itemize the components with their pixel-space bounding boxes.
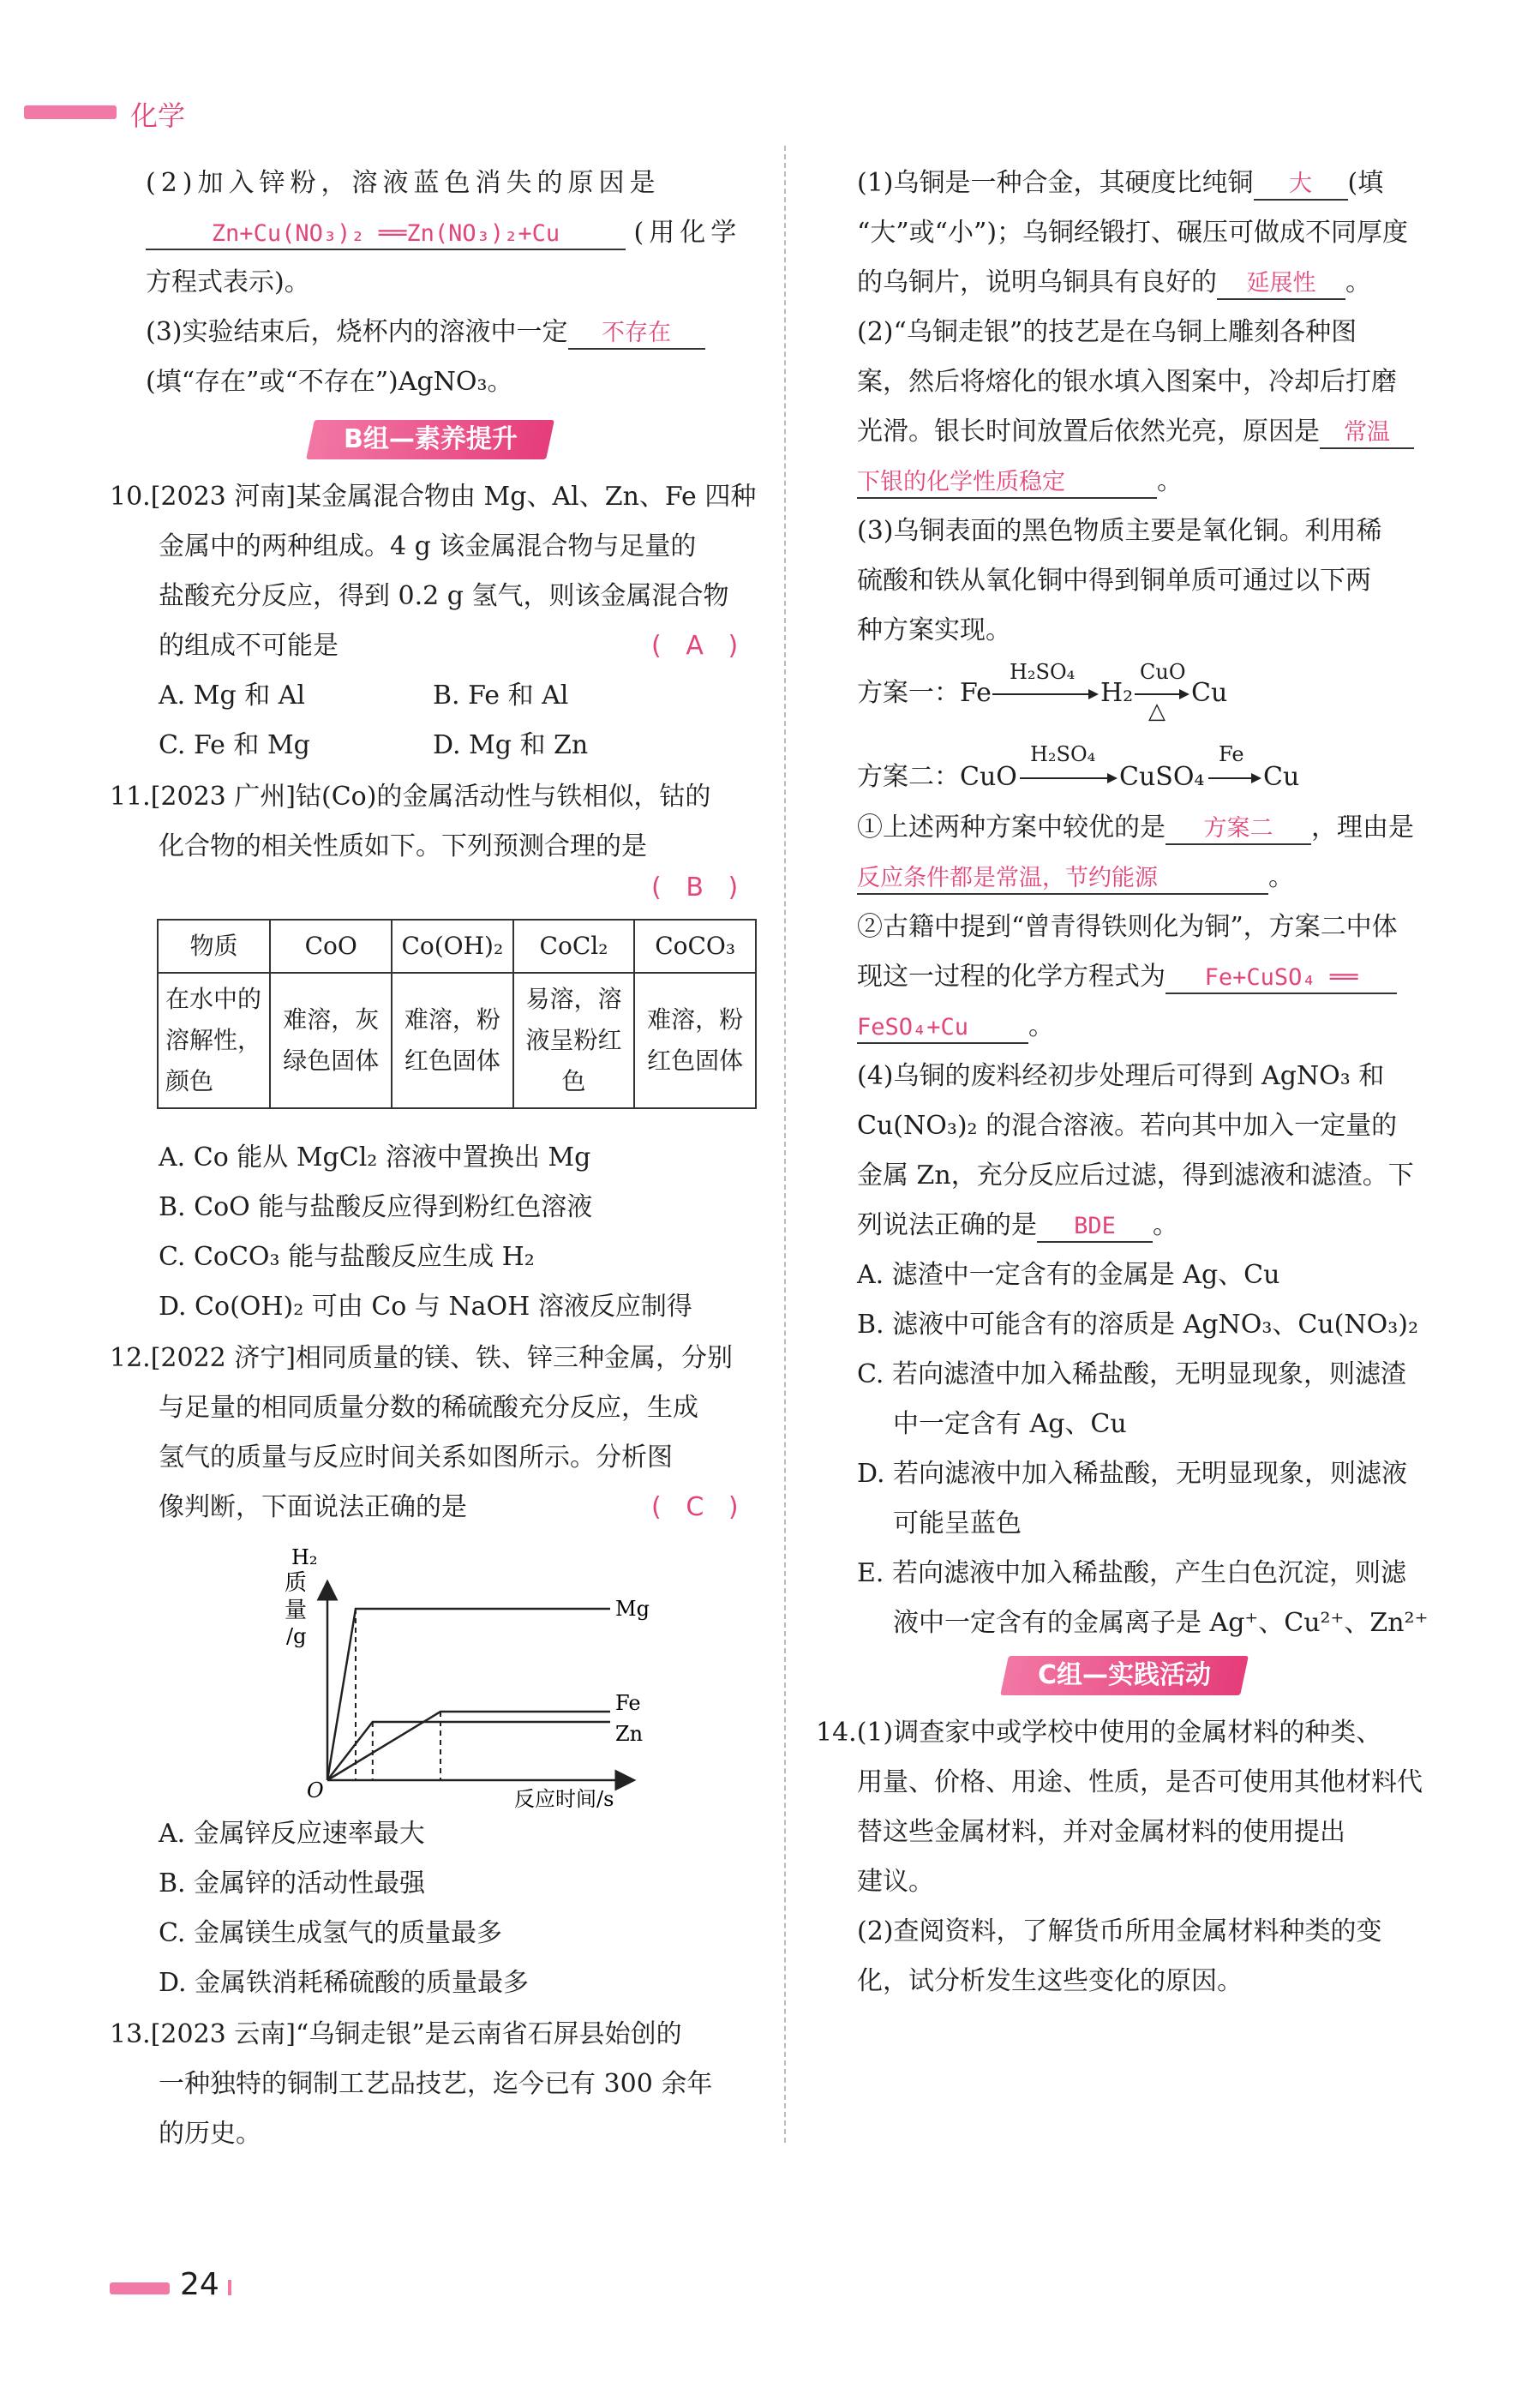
q13-2-text: 光滑。银长时间放置后依然光亮，原因是 xyxy=(857,417,1320,447)
q13-3-1-end: 。 xyxy=(1268,862,1294,892)
page-number: 24 xyxy=(180,2267,219,2302)
y-label-4: /g xyxy=(286,1624,307,1648)
q13-4-option: C. 若向滤渣中加入稀盐酸，无明显现象，则滤渣 xyxy=(857,1359,1406,1389)
q9-2-answer: Zn+Cu(NO₃)₂ ══Zn(NO₃)₂+Cu xyxy=(211,220,560,247)
q13-2-line1: (2)“乌铜走银”的技艺是在乌铜上雕刻各种图 xyxy=(857,317,1357,347)
q13-3-2-line3 xyxy=(857,1011,1054,1044)
q13-3-1-answer-2: 反应条件都是常温，节约能源 xyxy=(857,865,1158,891)
q13-4-option: A. 滤渣中一定含有的金属是 Ag、Cu xyxy=(857,1260,1280,1290)
q14-line2: 用量、价格、用途、性质，是否可使用其他材料代 xyxy=(857,1767,1423,1797)
q9-2-line1: (2)加入锌粉，溶液蓝色消失的原因是 xyxy=(146,168,661,198)
q10-answer: ( A ) xyxy=(651,631,739,661)
q13-3-2-end: 。 xyxy=(1028,1011,1054,1041)
q12-option-c: C. 金属镁生成氢气的质量最多 xyxy=(159,1918,502,1948)
scheme-2-reagent-2: Fe xyxy=(1219,742,1244,766)
q10-option-b: B. Fe 和 Al xyxy=(433,681,569,711)
q13-1-line1 xyxy=(857,167,1383,201)
q13-3-1-line1 xyxy=(857,812,1414,845)
scheme-2-product: Cu xyxy=(1263,762,1300,792)
origin-label: O xyxy=(307,1778,324,1802)
q10-line3: 盐酸充分反应，得到 0.2 g 氢气，则该金属混合物 xyxy=(159,581,729,611)
footer-pink-bar xyxy=(110,2282,170,2294)
q13-4-line4 xyxy=(857,1209,1178,1243)
q13-2-answer-2: 下银的化学性质稳定 xyxy=(857,469,1065,495)
q13-4-text: 列说法正确的是 xyxy=(857,1210,1037,1240)
q13-3-2-answer-2: FeSO₄+Cu xyxy=(857,1014,969,1041)
scheme-2-label: 方案二：CuO xyxy=(857,762,1017,792)
q14-line1: 14.(1)调查家中或学校中使用的金属材料的种类、 xyxy=(816,1718,1382,1748)
q13-3-line3: 种方案实现。 xyxy=(857,615,1011,645)
q12-line3: 氢气的质量与反应时间关系如图所示。分析图 xyxy=(159,1442,673,1472)
table-header: CoO xyxy=(270,920,392,973)
q9-2-tail: (用化学 xyxy=(633,218,742,248)
q11-option-c: C. CoCO₃ 能与盐酸反应生成 H₂ xyxy=(159,1242,535,1272)
q12-line1: 12.[2022 济宁]相同质量的镁、铁、锌三种金属，分别 xyxy=(110,1343,734,1373)
q13-2-line3 xyxy=(857,416,1414,449)
series-label-fe: Fe xyxy=(615,1691,641,1715)
q13-3-2-line1: ②古籍中提到“曾青得铁则化为铜”，方案二中体 xyxy=(857,912,1398,942)
q9-2-line2 xyxy=(146,217,741,250)
q12-option-a: A. 金属锌反应速率最大 xyxy=(159,1819,425,1849)
table-header: 物质 xyxy=(158,920,270,973)
q13-4-option-cont: 中一定含有 Ag、Cu xyxy=(893,1409,1127,1439)
q13-3-2-line2 xyxy=(857,961,1397,994)
q13-4-end: 。 xyxy=(1153,1210,1178,1240)
q13-1-line3 xyxy=(857,267,1371,300)
scheme-2-reagent-1: H₂SO₄ xyxy=(1030,742,1096,766)
q13-1-answer-1: 大 xyxy=(1289,171,1312,197)
q13-1-fill: (填 xyxy=(1347,168,1384,198)
header-pink-bar xyxy=(24,105,117,119)
q13-1-text-2: 的乌铜片，说明乌铜具有良好的 xyxy=(857,267,1217,297)
q11-answer: ( B ) xyxy=(651,873,739,903)
q13-4-line3: 金属 Zn，充分反应后过滤，得到滤液和滤渣。下 xyxy=(857,1161,1414,1191)
q12-line2: 与足量的相同质量分数的稀硫酸充分反应，生成 xyxy=(159,1393,698,1423)
scheme-2-arrow-1 xyxy=(1020,771,1118,785)
q10-line4: 的组成不可能是 xyxy=(159,631,339,661)
q13-3-1-tail: ，理由是 xyxy=(1311,813,1414,843)
table-header: CoCl₂ xyxy=(513,920,635,973)
q13-line1: 13.[2023 云南]“乌铜走银”是云南省石屏县始创的 xyxy=(110,2019,682,2049)
scheme-2-arrow-2 xyxy=(1208,771,1261,785)
series-label-zn: Zn xyxy=(615,1722,644,1746)
scheme-1-reagent-1: H₂SO₄ xyxy=(1010,660,1076,684)
q13-1-text: (1)乌铜是一种合金，其硬度比纯铜 xyxy=(857,168,1254,198)
q13-4-option: B. 滤液中可能含有的溶质是 AgNO₃、Cu(NO₃)₂ xyxy=(857,1310,1418,1340)
cobalt-properties-table xyxy=(157,919,757,1109)
q10-option-d: D. Mg 和 Zn xyxy=(433,730,589,760)
series-line-zn xyxy=(327,1722,610,1780)
scheme-1-product: Cu xyxy=(1191,678,1228,708)
q13-3-1-text: ①上述两种方案中较优的是 xyxy=(857,813,1165,843)
scheme-1-label: 方案一：Fe xyxy=(857,678,992,708)
y-label-2: 质 xyxy=(285,1570,308,1596)
q13-1-line2: “大”或“小”)；乌铜经锻打、碾压可做成不同厚度 xyxy=(857,218,1409,248)
y-label-3: 量 xyxy=(285,1598,308,1623)
y-label-1: H₂ xyxy=(291,1545,318,1569)
q13-4-option-cont: 液中一定含有的金属离子是 Ag⁺、Cu²⁺、Zn²⁺ xyxy=(893,1608,1429,1638)
q14-line6: 化，试分析发生这些变化的原因。 xyxy=(857,1966,1243,1996)
q10-option-a: A. Mg 和 Al xyxy=(159,681,305,711)
q13-4-line1: (4)乌铜的废料经初步处理后可得到 AgNO₃ 和 xyxy=(857,1061,1385,1091)
q13-3-line1: (3)乌铜表面的黑色物质主要是氧化铜。利用稀 xyxy=(857,516,1382,546)
scheme-1-arrow-1 xyxy=(992,687,1099,701)
series-label-mg: Mg xyxy=(615,1597,650,1621)
table-cell: 难溶，粉红色固体 xyxy=(634,973,756,1108)
q13-1-answer-2: 延展性 xyxy=(1246,270,1316,297)
q13-3-1-answer-1: 方案二 xyxy=(1203,815,1273,842)
q13-2-end: 。 xyxy=(1157,466,1183,496)
q13-line2: 一种独特的铜制工艺品技艺，迄今已有 300 余年 xyxy=(159,2069,713,2099)
q13-2-line2: 案，然后将熔化的银水填入图案中，冷却后打磨 xyxy=(857,367,1397,397)
q11-line2: 化合物的相关性质如下。下列预测合理的是 xyxy=(159,831,647,861)
q13-4-option: D. 若向滤液中加入稀盐酸，无明显现象，则滤液 xyxy=(857,1459,1408,1489)
q14-line3: 替这些金属材料，并对金属材料的使用提出 xyxy=(857,1817,1345,1847)
q12-line4: 像判断，下面说法正确的是 xyxy=(159,1492,467,1522)
q10-option-c: C. Fe 和 Mg xyxy=(159,730,310,760)
q13-1-end: 。 xyxy=(1345,267,1371,297)
table-cell: 难溶，粉红色固体 xyxy=(392,973,513,1108)
q13-4-line2: Cu(NO₃)₂ 的混合溶液。若向其中加入一定量的 xyxy=(857,1111,1398,1141)
q10-line1: 10.[2023 河南]某金属混合物由 Mg、Al、Zn、Fe 四种 xyxy=(110,482,757,512)
q13-3-2-answer-1: Fe+CuSO₄ ══ xyxy=(1204,964,1358,991)
q14-line5: (2)查阅资料，了解货币所用金属材料种类的变 xyxy=(857,1916,1382,1946)
q13-4-option: E. 若向滤液中加入稀盐酸，产生白色沉淀，则滤 xyxy=(857,1558,1406,1588)
q11-line1: 11.[2023 广州]钴(Co)的金属活动性与铁相似，钴的 xyxy=(110,782,711,812)
q13-2-answer-1: 常温 xyxy=(1344,419,1390,446)
q11-option-b: B. CoO 能与盐酸反应得到粉红色溶液 xyxy=(159,1192,593,1222)
q13-3-1-line2 xyxy=(857,861,1294,895)
q9-2-line3: 方程式表示)。 xyxy=(146,267,310,297)
chart-series-group xyxy=(327,1597,650,1780)
scheme-2-intermediate: CuSO₄ xyxy=(1119,762,1205,792)
column-divider xyxy=(784,146,786,2143)
q9-3-answer: 不存在 xyxy=(602,320,671,346)
footer-tick xyxy=(228,2280,231,2295)
q13-3-line2: 硫酸和铁从氧化铜中得到铜单质可通过以下两 xyxy=(857,566,1371,596)
q13-line3: 的历史。 xyxy=(159,2119,261,2149)
x-label: 反应时间/s xyxy=(514,1787,614,1811)
q10-line2: 金属中的两种组成。4 g 该金属混合物与足量的 xyxy=(159,531,697,561)
banner-c-group: C组—实践活动 xyxy=(1000,1656,1249,1695)
table-header: CoCO₃ xyxy=(634,920,756,973)
q13-2-line4 xyxy=(857,465,1183,499)
q11-option-d: D. Co(OH)₂ 可由 Co 与 NaOH 溶液反应制得 xyxy=(159,1292,692,1322)
hydrogen-time-chart xyxy=(274,1538,651,1813)
q13-3-2-text: 现这一过程的化学方程式为 xyxy=(857,962,1165,992)
q14-line4: 建议。 xyxy=(857,1867,934,1897)
q9-3-line2: (填“存在”或“不存在”)AgNO₃。 xyxy=(146,367,513,397)
q13-4-answer: BDE xyxy=(1074,1213,1116,1239)
q12-option-d: D. 金属铁消耗稀硫酸的质量最多 xyxy=(159,1968,530,1998)
q9-3-text: (3)实验结束后，烧杯内的溶液中一定 xyxy=(146,317,568,347)
table-cell: 难溶，灰绿色固体 xyxy=(270,973,392,1108)
scheme-1-intermediate: H₂ xyxy=(1100,678,1134,708)
scheme-1-reagent-2: CuO xyxy=(1140,660,1186,684)
q11-option-a: A. Co 能从 MgCl₂ 溶液中置换出 Mg xyxy=(159,1143,591,1173)
banner-b-group: B组—素养提升 xyxy=(306,420,554,459)
subject-title: 化学 xyxy=(130,99,186,132)
table-cell: 易溶，溶液呈粉红色 xyxy=(513,973,635,1108)
table-row-label: 在水中的溶解性，颜色 xyxy=(158,973,270,1108)
q12-answer: ( C ) xyxy=(651,1492,739,1522)
q13-4-option-cont: 可能呈蓝色 xyxy=(893,1508,1022,1538)
q12-option-b: B. 金属锌的活动性最强 xyxy=(159,1868,426,1898)
scheme-1-condition: △ xyxy=(1148,699,1165,724)
table-header: Co(OH)₂ xyxy=(392,920,513,973)
q9-3-line1 xyxy=(146,316,705,350)
